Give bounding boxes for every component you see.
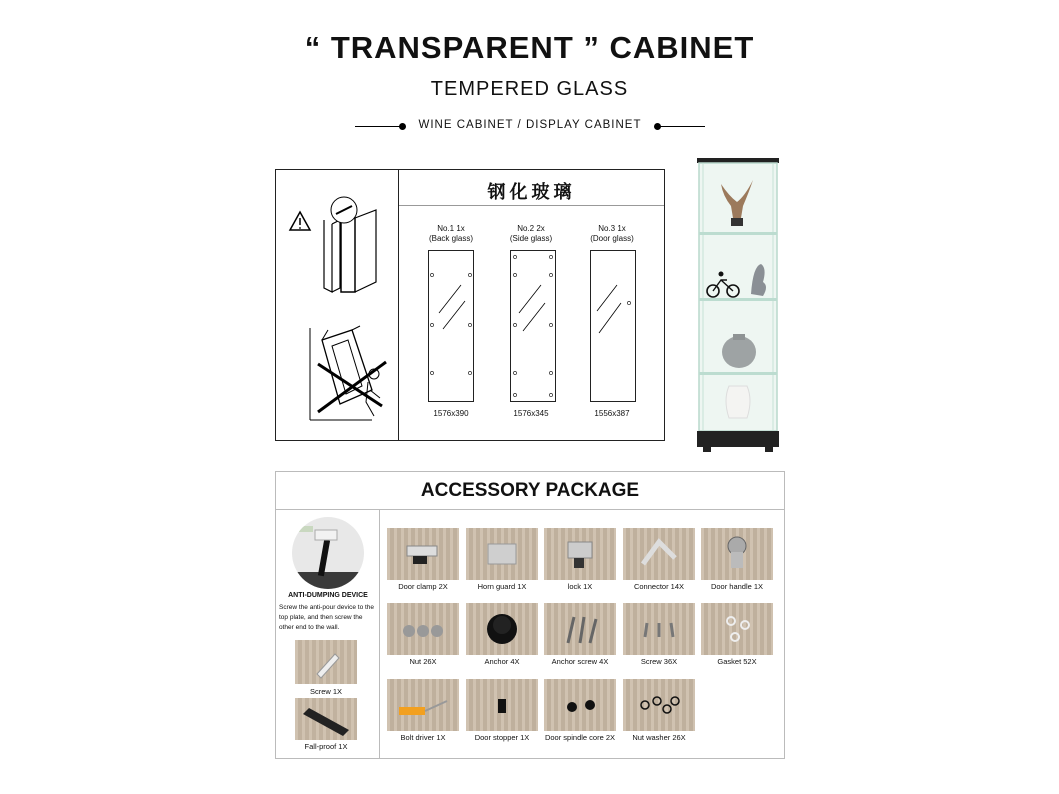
side-item-fall-proof-label: Fall-proof 1X (304, 742, 348, 751)
pane-2-name: No.2 2x (517, 224, 545, 233)
pane-2-label (491, 224, 571, 244)
pane-2-side-glass (510, 250, 556, 402)
glass-title-underline (399, 205, 664, 206)
glass-cabinet-product-image (695, 156, 781, 453)
accessory-item-label: Nut washer 26X (632, 733, 686, 742)
glass-pane-drawing (429, 251, 473, 401)
accessory-item-door-clamp-2x (387, 528, 459, 594)
pane-1-type: (Back glass) (428, 234, 473, 243)
accessory-item-photo (701, 528, 773, 580)
accessory-item-gasket-52x (701, 603, 773, 669)
accessory-item-photo (623, 679, 695, 731)
accessory-item-photo (387, 528, 459, 580)
tagline-right-line (657, 126, 705, 127)
accessory-item-photo (701, 603, 773, 655)
accessory-item-photo (544, 603, 616, 655)
accessory-item-label: Door stopper 1X (474, 733, 530, 742)
pane-3-size: 1556x387 (594, 409, 630, 418)
accessory-item-anchor-screw-4x (544, 603, 616, 669)
accessory-item-photo (466, 679, 538, 731)
accessory-item-door-stopper-1x (466, 679, 538, 745)
anti-dumping-description: Screw the anti-pour device to the top plate, and then screw the other end to the wall. (279, 604, 375, 631)
tagline (355, 119, 705, 133)
pane-3-name: No.3 1x (598, 224, 626, 233)
pane-1-back-glass (428, 250, 474, 402)
accessory-item-label: Nut 26X (409, 657, 437, 666)
accessory-item-photo (544, 528, 616, 580)
pane-3-door-glass (590, 250, 636, 402)
accessory-item-label: Door handle 1X (710, 582, 764, 591)
pane-2-type: (Side glass) (509, 234, 553, 243)
glass-diagram-panel (275, 169, 665, 441)
accessory-item-label: Anchor 4X (484, 657, 520, 666)
glass-pane-drawing (591, 251, 635, 401)
accessory-item-horn-guard-1x (466, 528, 538, 594)
accessory-item-connector-14x (623, 528, 695, 594)
accessory-item-label: lock 1X (567, 582, 593, 591)
accessory-item-photo (387, 603, 459, 655)
accessory-item-photo (544, 679, 616, 731)
accessory-item-anchor-4x (466, 603, 538, 669)
accessory-item-nut-26x (387, 603, 459, 669)
pane-3-type: (Door glass) (590, 234, 634, 243)
pane-1-label (411, 224, 491, 244)
accessory-item-photo (623, 603, 695, 655)
accessory-item-door-spindle-core-2x (544, 679, 616, 745)
accessory-item-photo (466, 528, 538, 580)
pane-3-label (572, 224, 652, 244)
side-item-screw-label: Screw 1X (309, 687, 343, 696)
accessory-item-label: Door clamp 2X (398, 582, 448, 591)
accessory-title-divider (276, 509, 784, 510)
accessory-item-label: Bolt driver 1X (400, 733, 446, 742)
glass-pane-drawing (511, 251, 555, 401)
panel-divider (398, 170, 399, 440)
accessory-item-label: Door spindle core 2X (544, 733, 616, 742)
accessory-item-label: Connector 14X (633, 582, 685, 591)
accessory-title: ACCESSORY PACKAGE (420, 480, 640, 501)
accessory-column-divider (379, 509, 380, 758)
accessory-item-lock-1x (544, 528, 616, 594)
pane-1-name: No.1 1x (437, 224, 465, 233)
accessory-item-door-handle-1x (701, 528, 773, 594)
anti-dumping-device-photo (291, 516, 365, 590)
tagline-text: WINE CABINET / DISPLAY CABINET (418, 119, 642, 131)
accessory-item-nut-washer-26x (623, 679, 695, 745)
fall-proof-photo (295, 698, 357, 740)
accessory-item-photo (623, 528, 695, 580)
accessory-item-label: Screw 36X (640, 657, 678, 666)
accessory-item-label: Horn guard 1X (477, 582, 527, 591)
screw-photo (295, 640, 357, 684)
pane-1-size: 1576x390 (433, 409, 469, 418)
accessory-item-label: Gasket 52X (717, 657, 757, 666)
page-title: “ TRANSPARENT ” CABINET (304, 30, 755, 65)
accessory-item-photo (387, 679, 459, 731)
accessory-package-panel (275, 471, 785, 759)
accessory-item-screw-36x (623, 603, 695, 669)
glass-section-title: 钢化玻璃 (487, 182, 576, 202)
pane-2-size: 1576x345 (513, 409, 549, 418)
accessory-item-bolt-driver-1x (387, 679, 459, 745)
accessory-item-photo (466, 603, 538, 655)
accessory-item-label: Anchor screw 4X (551, 657, 609, 666)
anti-dumping-title: ANTI-DUMPING DEVICE (288, 592, 368, 599)
safety-warning-illustration (282, 190, 392, 430)
page-subtitle: TEMPERED GLASS (430, 78, 629, 100)
